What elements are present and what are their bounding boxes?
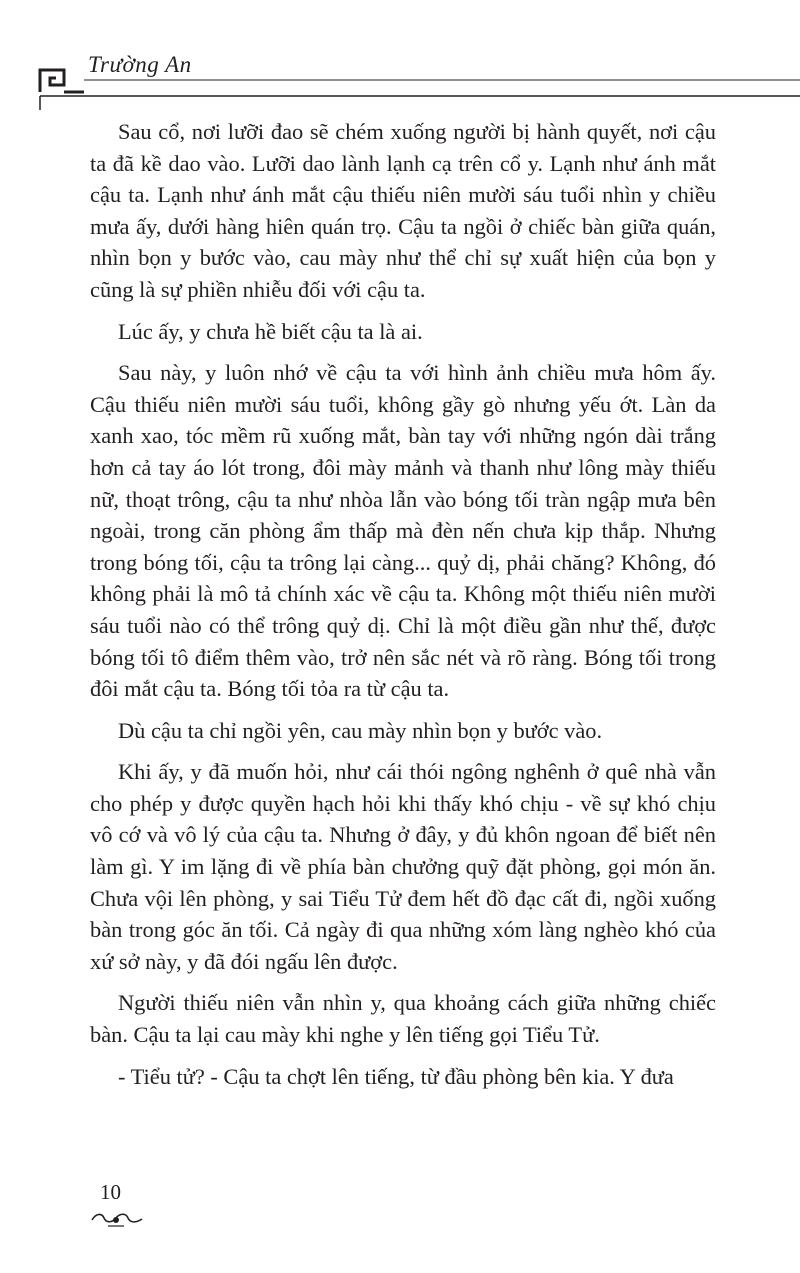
footer-ornament-icon	[88, 1210, 148, 1230]
running-title: Trường An	[88, 52, 192, 77]
paragraph: Người thiếu niên vẫn nhìn y, qua khoảng cách giữa những chiếc bàn. Cậu ta lại cau mày khi nghe y lên tiếng gọi Tiểu Tử.	[90, 990, 716, 1048]
paragraph: Sau này, y luôn nhớ về cậu ta với hình ảnh chiều mưa hôm ấy. Cậu thiếu niên mười sáu tuổi, không gầy gò nhưng yếu ớt. Làn da xanh xao, tóc mềm rũ xuống mắt, bàn tay với những ngón dài trắng hơn cả tay áo lót trong, đôi mày mảnh và thanh như lông mày thiếu nữ, thoạt trông, cậu ta như nhòa lẫn vào bóng tối tràn ngập mưa bên ngoài, trong căn phòng ẩm thấp mà đèn nến chưa kịp thắp. Nhưng trong bóng tối, cậu ta trông lại càng... quỷ dị, phải chăng? Không, đó không phải là mô tả chính xác về cậu ta. Không một thiếu niên mười sáu tuổi nào có thể trông quỷ dị. Chỉ là một điều gần như thế, được bóng tối tô điểm thêm vào, trở nên sắc nét và rõ ràng. Bóng tối trong đôi mắt cậu ta. Bóng tối tỏa ra từ cậu ta.	[90, 360, 716, 702]
body-text	[90, 116, 716, 1102]
paragraph: Lúc ấy, y chưa hề biết cậu ta là ai.	[118, 318, 423, 344]
paragraph: - Tiểu tử? - Cậu ta chợt lên tiếng, từ đầu phòng bên kia. Y đưa	[118, 1063, 674, 1089]
page-header	[0, 0, 800, 110]
paragraph: Khi ấy, y đã muốn hỏi, như cái thói ngông nghênh ở quê nhà vẫn cho phép y được quyền hạch hỏi khi thấy khó chịu - về sự khó chịu vô cớ và vô lý của cậu ta. Nhưng ở đây, y đủ khôn ngoan để biết nên làm gì. Y im lặng đi về phía bàn chưởng quỹ đặt phòng, gọi món ăn. Chưa vội lên phòng, y sai Tiểu Tử đem hết đồ đạc cất đi, ngồi xuống bàn trong góc ăn tối. Cả ngày đi qua những xóm làng nghèo khó của xứ sở này, y đã đói ngấu lên được.	[90, 759, 716, 974]
paragraph: Dù cậu ta chỉ ngồi yên, cau mày nhìn bọn y bước vào.	[118, 717, 603, 743]
page-footer	[88, 1180, 208, 1240]
page-number: 10	[100, 1180, 121, 1204]
paragraph: Sau cổ, nơi lưỡi đao sẽ chém xuống người bị hành quyết, nơi cậu ta đã kề dao vào. Lưỡi dao lành lạnh cạ trên cổ y. Lạnh như ánh mắt cậu ta. Lạnh như ánh mắt cậu thiếu niên mười sáu tuổi nhìn y chiều mưa ấy, dưới hàng hiên quán trọ. Cậu ta ngồi ở chiếc bàn giữa quán, nhìn bọn y bước vào, cau mày như thể chỉ sự xuất hiện của bọn y cũng là sự phiền nhiễu đối với cậu ta.	[90, 119, 716, 302]
greek-key-ornament-icon	[40, 70, 64, 92]
